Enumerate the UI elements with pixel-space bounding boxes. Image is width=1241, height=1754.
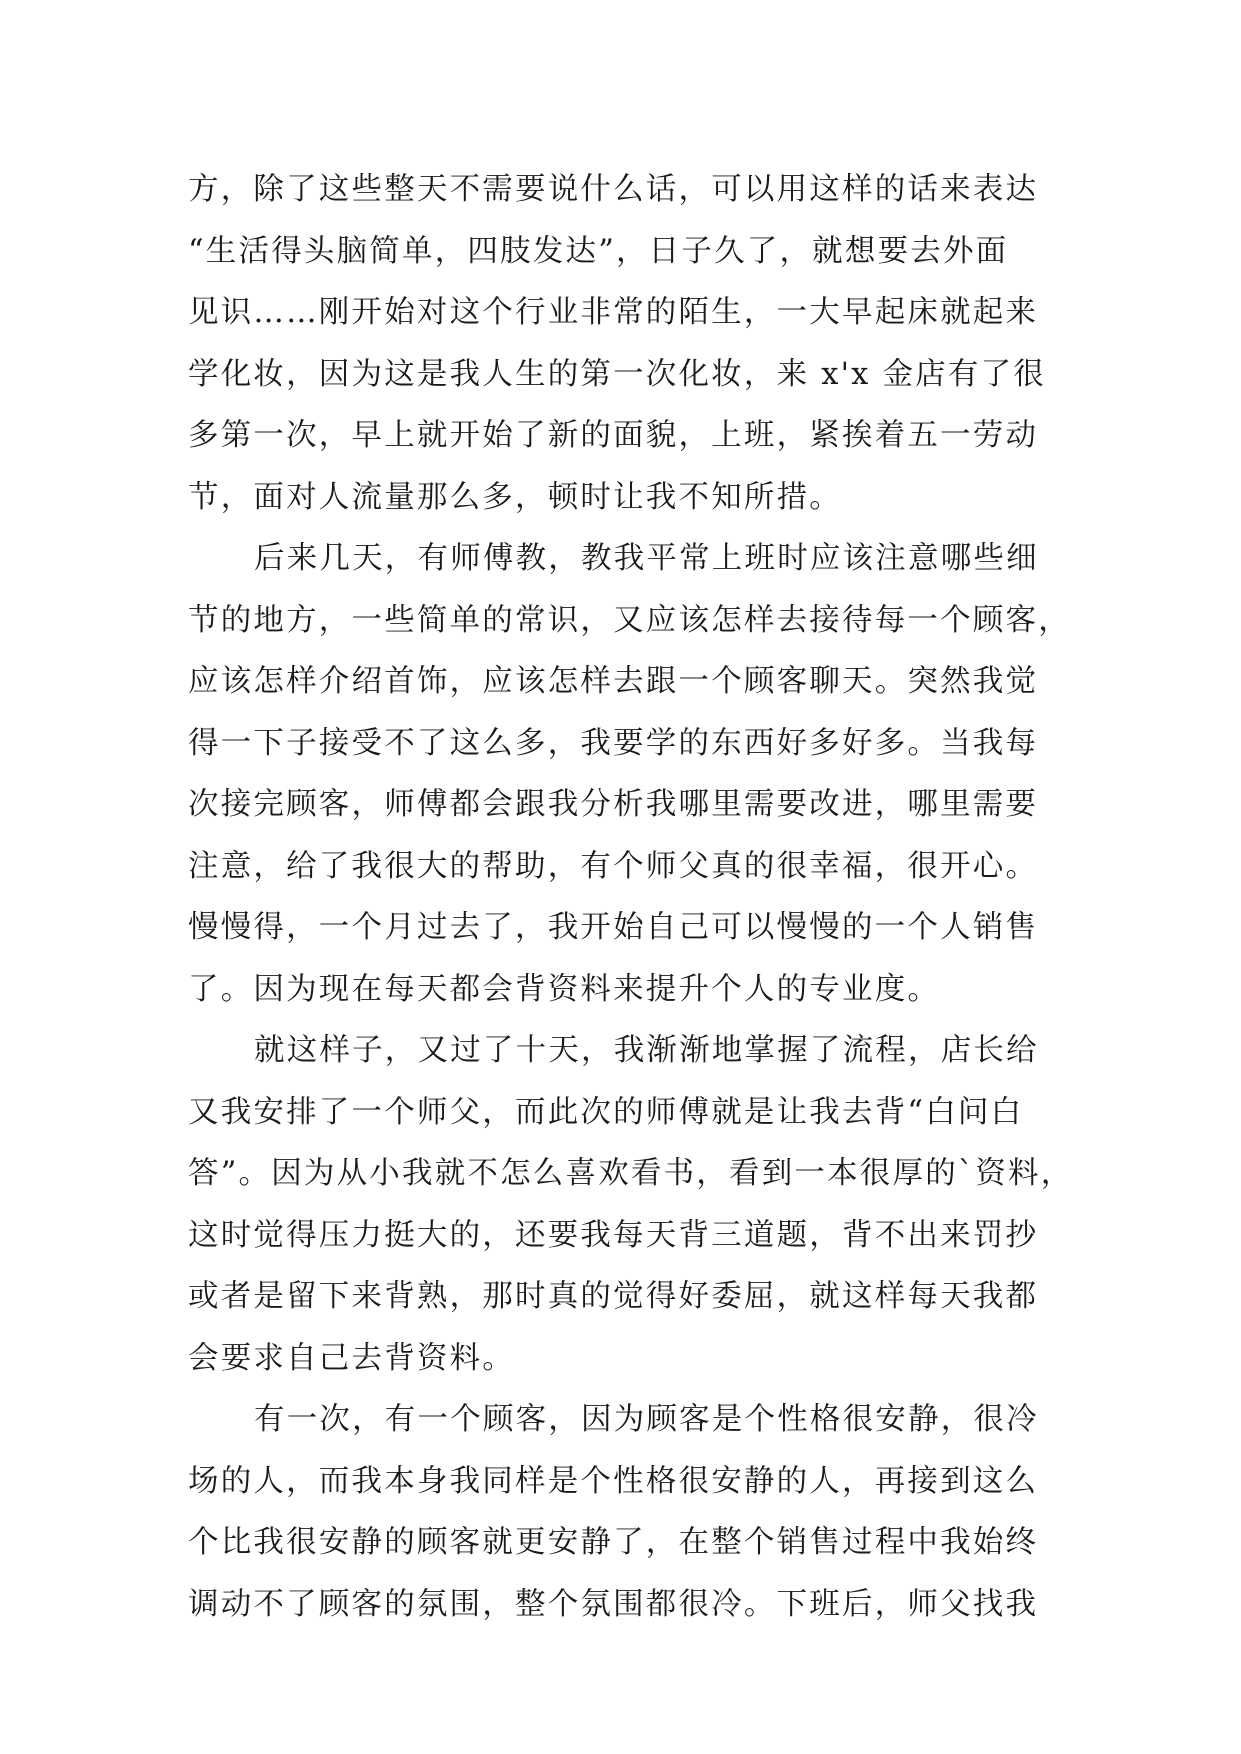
text-line: 节的地方，一些简单的常识，又应该怎样去接待每一个顾客，: [188, 602, 1071, 638]
text-line: 学化妆，因为这是我人生的第一次化妆，来 x'x 金店有了很: [188, 356, 1046, 392]
text-line: “生活得头脑简单，四肢发达”，日子久了，就想要去外面: [188, 233, 1009, 269]
text-line: 注意，给了我很大的帮助，有个师父真的很幸福，很开心。: [188, 848, 1039, 884]
text-line: 调动不了顾客的氛围，整个氛围都很冷。下班后，师父找我: [188, 1586, 1039, 1622]
text-line: 这时觉得压力挺大的，还要我每天背三道题，背不出来罚抄: [188, 1217, 1039, 1253]
text-line: 慢慢得，一个月过去了，我开始自己可以慢慢的一个人销售: [188, 910, 1039, 945]
paragraph-first-line: 就这样子，又过了十天，我渐渐地掌握了流程，店长给: [254, 1033, 1039, 1068]
text-line: 节，面对人流量那么多，顿时让我不知所措。: [188, 479, 842, 515]
text-line: 见识……刚开始对这个行业非常的陌生，一大早起床就起来: [188, 295, 1039, 330]
body-text: [188, 159, 1074, 1635]
text-line: 场的人，而我本身我同样是个性格很安静的人，再接到这么: [188, 1463, 1039, 1499]
text-line: 应该怎样介绍首饰，应该怎样去跟一个顾客聊天。突然我觉: [188, 664, 1039, 699]
text-line: 多第一次，早上就开始了新的面貌，上班，紧挨着五一劳动: [188, 418, 1039, 453]
text-line: 次接完顾客，师傅都会跟我分析我哪里需要改进，哪里需要: [188, 787, 1039, 822]
text-line: 了。因为现在每天都会背资料来提升个人的专业度。: [188, 971, 941, 1007]
paragraph-first-line: 有一次，有一个顾客，因为顾客是个性格很安静，很冷: [254, 1402, 1039, 1437]
text-line: 会要求自己去背资料。: [188, 1340, 515, 1376]
text-line: 或者是留下来背熟，那时真的觉得好委屈，就这样每天我都: [188, 1279, 1039, 1314]
text-line: 方，除了这些整天不需要说什么话，可以用这样的话来表达: [188, 172, 1039, 207]
text-line: 又我安排了一个师父，而此次的师傅就是让我去背“白问白: [188, 1094, 1024, 1130]
text-line: 个比我很安静的顾客就更安静了，在整个销售过程中我始终: [188, 1525, 1039, 1560]
paragraph-first-line: 后来几天，有师傅教，教我平常上班时应该注意哪些细: [254, 541, 1039, 576]
text-line: 答”。因为从小我就不怎么喜欢看书，看到一本很厚的`资料，: [188, 1156, 1074, 1191]
text-line: 得一下子接受不了这么多，我要学的东西好多好多。当我每: [188, 725, 1039, 761]
